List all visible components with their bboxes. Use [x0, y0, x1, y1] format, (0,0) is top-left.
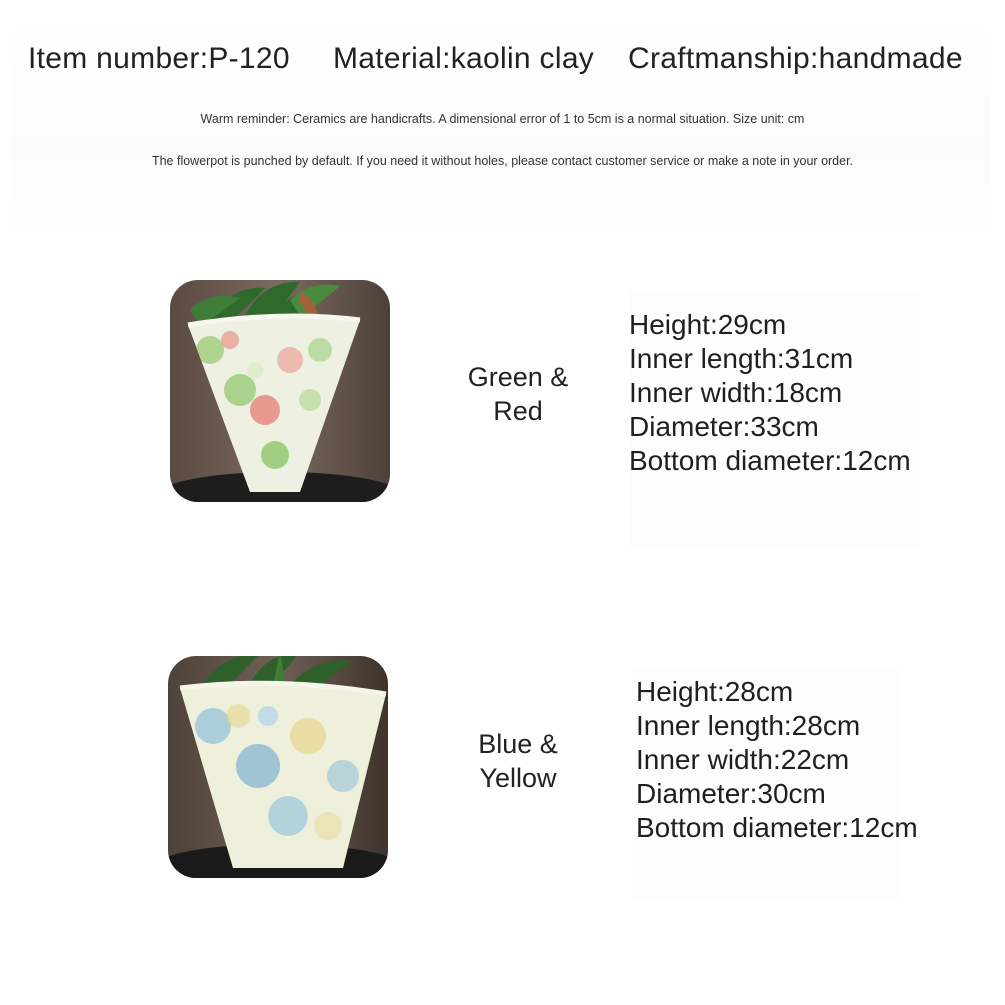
dimensions-blue-yellow: [636, 675, 918, 845]
warm-reminder: Warm reminder: Ceramics are handicrafts. A dimensional error of 1 to 5cm is a normal situation. Size unit: cm: [200, 112, 805, 126]
inner-width: Inner width:22cm: [636, 744, 850, 775]
variant-name-line-2: Red: [493, 396, 543, 426]
dimensions-green-red: [629, 308, 911, 478]
variant-name-line-1: Blue &: [478, 729, 558, 759]
craftsmanship: Craftmanship:handmade: [628, 42, 963, 75]
variant-name-line-2: Yellow: [479, 763, 557, 793]
diameter: Diameter:30cm: [636, 778, 826, 809]
height: Height:28cm: [636, 676, 794, 707]
item-number: Item number:P-120: [28, 42, 290, 75]
product-photo-blue-yellow: [168, 656, 388, 878]
inner-length: Inner length:28cm: [636, 710, 861, 741]
diameter: Diameter:33cm: [629, 411, 819, 442]
variant-name-line-1: Green &: [467, 362, 569, 392]
inner-width: Inner width:18cm: [629, 377, 843, 408]
variant-name-green-red: [448, 360, 588, 428]
height: Height:29cm: [629, 309, 787, 340]
bottom-diameter: Bottom diameter:12cm: [636, 812, 918, 843]
bottom-diameter: Bottom diameter:12cm: [629, 445, 911, 476]
material: Material:kaolin clay: [333, 42, 595, 75]
inner-length: Inner length:31cm: [629, 343, 854, 374]
hole-note: The flowerpot is punched by default. If you need it without holes, please contact customer service or make a note in your order.: [151, 154, 854, 168]
product-photo-green-red: [170, 280, 390, 502]
variant-name-blue-yellow: [448, 727, 588, 795]
